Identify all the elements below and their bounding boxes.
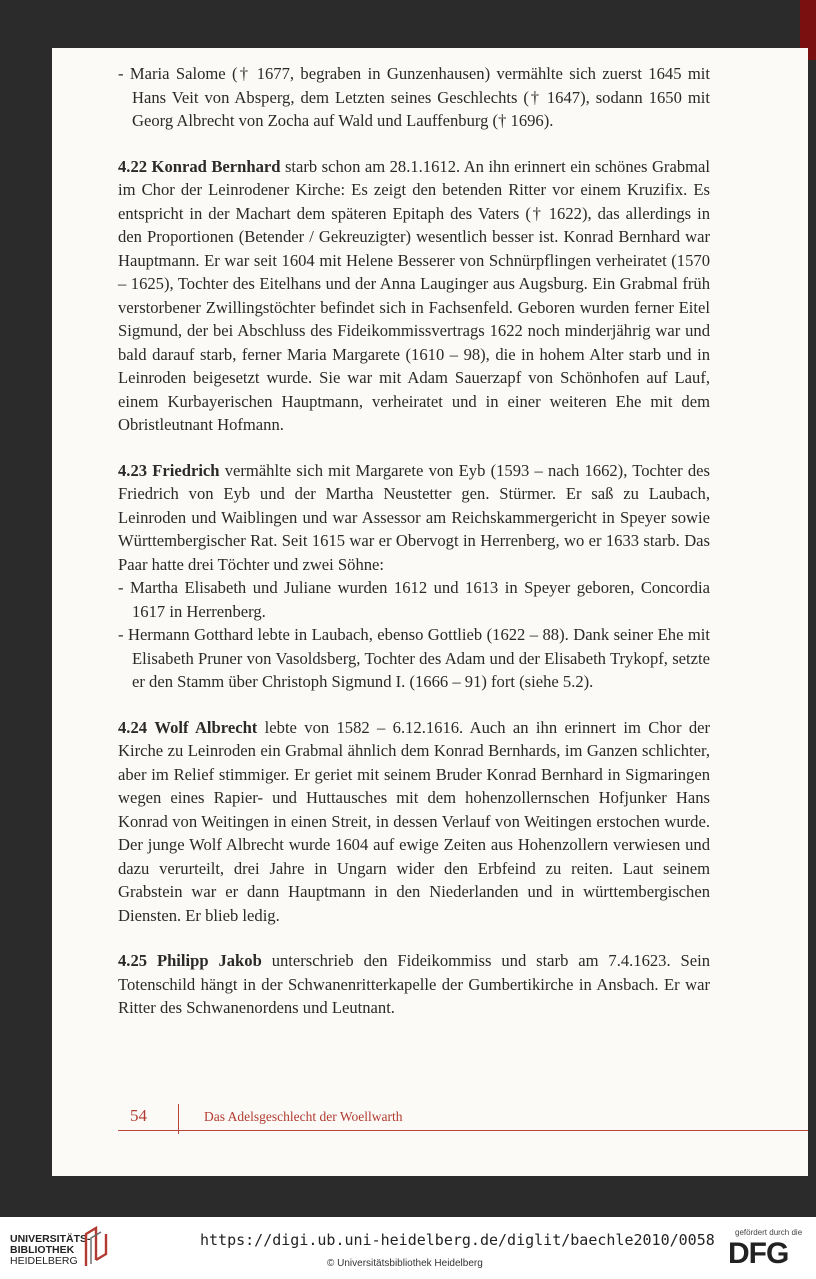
footer-rule [118,1130,808,1131]
funding-label: gefördert durch die [735,1228,803,1237]
dfg-logo[interactable]: DFG [728,1237,789,1270]
bullet-daughters: - Martha Elisabeth und Juliane wurden 1612 und 1613 in Speyer geboren, Concordia 1617 in Herrenberg. [118,578,710,621]
section-text: starb schon am 28.1.1612. An ihn erinnert ein schönes Grabmal im Chor der Leinrodener Kirche: Es zeigt den betenden Ritter vor einem Kruzifix. Es entspricht in der Machart dem späteren Epitaph des Vaters († 1622), das allerdings in den Proportionen (Betender / Gekreuzigter) wesentlich besser ist. Konrad Bernhard war Hauptmann. Er war seit 1604 mit Helene Besserer von Schnürpflingen verheiratet (1570 – 1625), Tochter des Eitelhans und der Anna Lauginger aus Augsburg. Ein Grabmal früh verstorbener Zwillingstöchter befindet sich in Fachsenfeld. Geboren wurden ferner Eitel Sigmund, der bei Abschluss des Fideikommissvertrags 1622 noch minderjährig war und bald darauf starb, ferner Maria Margarete (1610 – 98), die in hohem Alter starb und in Leinroden beigesetzt wurde. Sie war mit Adam Sauerzapf von Schönhofen auf Lauf, einem Kurbayerischen Hauptmann, verheiratet und in einer weiteren Ehe mit dem Obristleutnant Hofmann. [118,156,711,434]
section-number: 4.25 [118,951,148,970]
library-name-line1: UNIVERSITÄTS- [10,1233,91,1245]
section-4-24 [118,716,710,928]
copyright-notice: © Universitätsbibliothek Heidelberg [327,1258,483,1269]
library-name[interactable] [10,1234,91,1267]
library-name-line3: HEIDELBERG [10,1255,78,1267]
footer-separator [178,1104,179,1134]
section-number: 4.22 [118,156,148,176]
permalink-url[interactable]: https://digi.ub.uni-heidelberg.de/diglit/baechle2010/0058 [200,1231,715,1249]
page-number: 54 [130,1106,147,1125]
section-4-23 [118,459,710,577]
library-name-line2: BIBLIOTHEK [10,1244,75,1256]
section-heading: Friedrich [152,460,220,480]
section-number: 4.23 [118,460,148,480]
bullet-hermann-gotthard: - Hermann Gotthard lebte in Laubach, ebenso Gottlieb (1622 – 88). Dank seiner Ehe mit Elisabeth Pruner von Vasoldsberg, Tochter des Adam und der Elisabeth Trykopf, setzte er den Stamm über Christoph Sigmund I. (1666 – 91) fort (siehe 5.2). [118,625,710,691]
section-text: lebte von 1582 – 6.12.1616. Auch an ihn erinnert im Chor der Kirche zu Leinroden ein Grabmal ähnlich dem Konrad Bernhards, im Ganzen schlichter, aber im Relief stimmiger. Er geriet mit seinem Bruder Konrad Bernhard in Sigmaringen wegen eines Rapier- und Huttausches mit dem hohenzollernschen Hofjunker Hans Konrad von Weitingen in einen Streit, in dessen Verlauf von Weitingen erstochen wurde. Der junge Wolf Albrecht wurde 1604 auf ewige Zeiten aus Hohenzollern verwiesen und dazu verurteilt, drei Jahre in Ungarn wider den Erbfeind zu reiten. Laut seinem Grabstein war er dann Hauptmann in den Niederlanden und in württembergischen Diensten. Er blieb ledig. [118,717,711,925]
page-footer [118,1106,808,1136]
section-heading: Philipp Jakob [156,951,262,970]
section-heading: Wolf Albrecht [154,717,258,737]
library-logo-icon[interactable] [82,1226,112,1268]
page-body-text [118,62,710,1020]
bullet-maria-salome: - Maria Salome († 1677, begraben in Gunzenhausen) vermählte sich zuerst 1645 mit Hans Veit von Absperg, dem Letzten seines Geschlechts († 1647), sodann 1650 mit Georg Albrecht von Zocha auf Wald und Lauffenburg († 1696). [118,64,710,130]
section-number: 4.24 [118,717,148,737]
running-title: Das Adelsgeschlecht der Woellwarth [204,1109,403,1124]
section-4-22 [118,155,710,437]
section-text: vermählte sich mit Margarete von Eyb (1593 – nach 1662), Tochter des Friedrich von Eyb und der Martha Neustetter gen. Stürmer. Er saß zu Laubach, Leinroden und Waiblingen und war Assessor am Reichskammergericht in Speyer sowie Württembergischer Rat. Seit 1615 war er Obervogt in Herrenberg, wo er 1633 starb. Das Paar hatte drei Töchter und zwei Söhne: [118,460,710,574]
section-text: unterschrieb den Fideikommiss und starb am 7.4.1623. Sein Totenschild hängt in der Schwanenritterkapelle der Gumbertikirche in Ansbach. Er war Ritter des Schwanenordens und Leutnant. [118,951,711,1017]
section-4-25 [118,949,710,1020]
section-heading: Konrad Bernhard [151,156,281,176]
